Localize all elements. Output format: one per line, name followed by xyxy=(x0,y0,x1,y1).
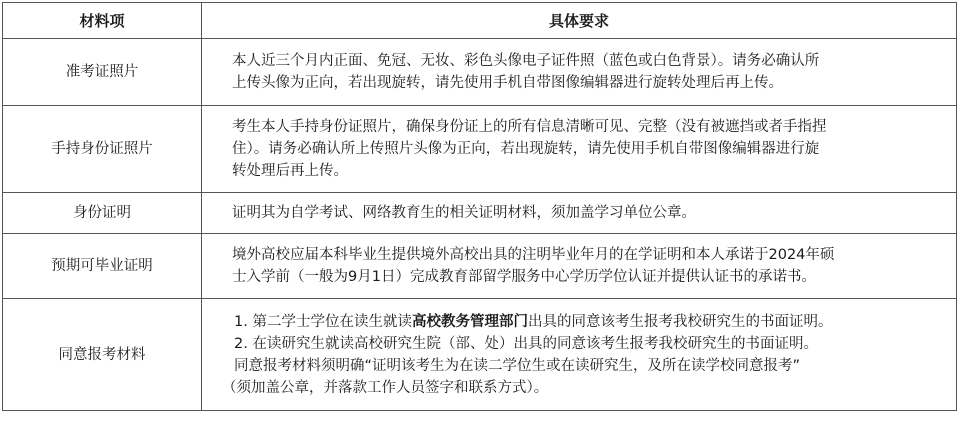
item-cell: 手持身份证照片 xyxy=(3,106,202,193)
requirement-text: 1. 第二学士学位在读生就读 xyxy=(234,313,412,330)
table-row xyxy=(3,39,957,106)
requirement-line: 同意报考材料须明确“证明该考生为在读二学位生或在读研究生，及所在读学校同意报考” xyxy=(234,357,801,374)
requirement-cell xyxy=(202,299,957,411)
requirement-cell xyxy=(202,193,957,234)
item-cell: 身份证明 xyxy=(3,193,202,234)
requirement-line: 证明其为自学考试、网络教育生的相关证明材料，须加盖学习单位公章。 xyxy=(232,205,696,221)
requirement-line: 转处理后再上传。 xyxy=(232,163,348,179)
header-item: 材料项 xyxy=(3,3,202,39)
header-requirement: 具体要求 xyxy=(202,3,957,39)
table-row xyxy=(3,106,957,193)
item-cell: 同意报考材料 xyxy=(3,299,202,411)
header-row xyxy=(3,3,957,39)
requirement-line xyxy=(234,311,934,333)
item-cell: 预期可毕业证明 xyxy=(3,234,202,299)
requirement-line: 士入学前（一般为9月1日）完成教育部留学服务中心学历学位认证并提供认证书的承诺书。 xyxy=(232,269,816,285)
table-row xyxy=(3,193,957,234)
requirement-line: 本人近三个月内正面、免冠、无妆、彩色头像电子证件照（蓝色或白色背景）。请务必确认所 xyxy=(232,53,820,69)
requirements-table xyxy=(2,2,957,411)
table-row xyxy=(3,234,957,299)
requirement-line: 2. 在读研究生就读高校研究生院（部、处）出具的同意该考生报考我校研究生的书面证明。 xyxy=(234,335,818,352)
requirement-line: 上传头像为正向，若出现旋转，请先使用手机自带图像编辑器进行旋转处理后再上传。 xyxy=(232,75,783,91)
table-row xyxy=(3,299,957,411)
requirement-cell xyxy=(202,106,957,193)
requirement-line: 境外高校应届本科毕业生提供境外高校出具的注明毕业年月的在学证明和本人承诺于2024年硕 xyxy=(232,247,835,263)
requirement-line: （须加盖公章，并落款工作人员签字和联系方式）。 xyxy=(222,379,549,396)
requirement-cell xyxy=(202,39,957,106)
emphasized-text: 高校教务管理部门 xyxy=(411,313,528,330)
requirement-line: 住）。请务必确认所上传照片头像为正向，若出现旋转，请先使用手机自带图像编辑器进行旋 xyxy=(232,141,820,157)
requirement-text: 出具的同意该考生报考我校研究生的书面证明。 xyxy=(527,313,833,330)
requirement-cell xyxy=(202,234,957,299)
item-cell: 准考证照片 xyxy=(3,39,202,106)
requirement-line: 考生本人手持身份证照片，确保身份证上的所有信息清晰可见、完整（没有被遮挡或者手指捏 xyxy=(232,119,827,135)
